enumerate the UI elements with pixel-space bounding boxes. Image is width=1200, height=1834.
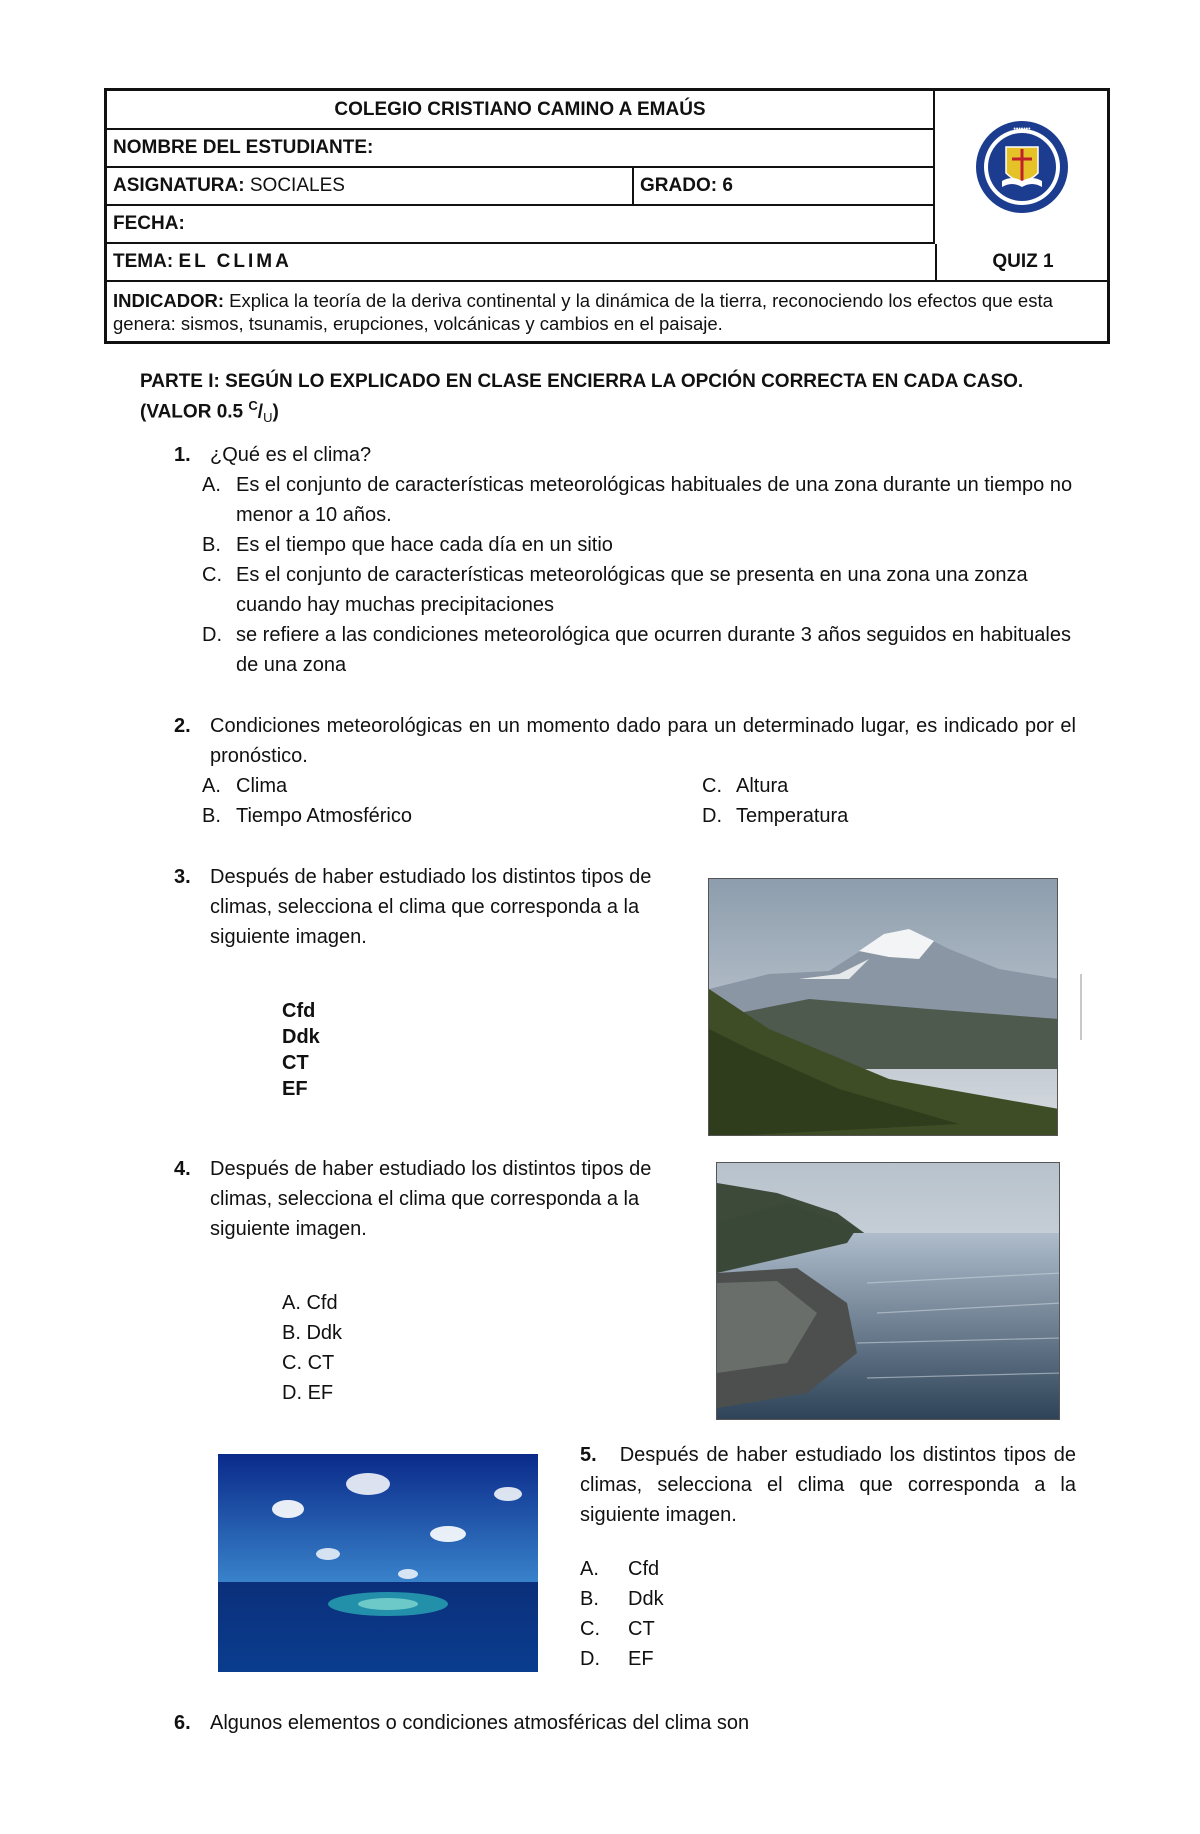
option-4a[interactable]: A. Cfd — [282, 1292, 338, 1314]
option-2b[interactable]: B. Tiempo Atmosférico — [202, 805, 412, 827]
school-seal-icon — [972, 117, 1072, 217]
option-2c[interactable]: C. Altura — [702, 775, 789, 797]
quiz-label: QUIZ 1 — [935, 244, 1109, 280]
option-3-cfd[interactable]: Cfd — [282, 1000, 316, 1022]
student-name-row — [107, 130, 935, 168]
question-4: 4. Después de haber estudiado los distintos tipos de climas, selecciona el clima que corresponda a la siguiente imagen. — [174, 1158, 652, 1240]
margin-mark — [1080, 974, 1082, 1040]
part1-title: PARTE I: SEGÚN LO EXPLICADO EN CLASE ENCIERRA LA OPCIÓN CORRECTA EN CADA CASO. (VALOR 0.5 $^C/_U$) — [140, 371, 1024, 426]
student-label: NOMBRE DEL ESTUDIANTE: — [113, 137, 374, 158]
option-1b[interactable]: B. Es el tiempo que hace cada día en un sitio — [202, 534, 613, 556]
ocean-sky-photo — [218, 1454, 538, 1672]
date-label: FECHA: — [113, 213, 185, 234]
option-3-ddk[interactable]: Ddk — [282, 1026, 320, 1048]
question-2: 2. Condiciones meteorológicas en un momento dado para un determinado lugar, es indicado por el pronóstico. — [174, 715, 1076, 767]
topic-value: EL CLIMA — [178, 251, 292, 272]
question-3-options — [282, 998, 320, 1102]
option-4d[interactable]: D. EF — [282, 1382, 334, 1404]
option-2a[interactable]: A. Clima — [202, 775, 288, 797]
grade-label: GRADO: — [640, 175, 718, 196]
question-6: 6. Algunos elementos o condiciones atmosféricas del clima son — [174, 1712, 750, 1734]
option-4c[interactable]: C. CT — [282, 1352, 335, 1374]
option-1a[interactable]: A. Es el conjunto de características meteorológicas habituales de una zona durante un tiempo no menor a 10 años. — [202, 474, 1073, 526]
school-logo — [937, 91, 1107, 242]
option-3-ct[interactable]: CT — [282, 1052, 309, 1074]
svg-text:•••••••: ••••••• — [1013, 125, 1031, 133]
lake-shore-photo — [716, 1162, 1060, 1420]
option-4b[interactable]: B. Ddk — [282, 1322, 343, 1344]
grade-cell — [632, 168, 733, 204]
option-1c[interactable]: C. Es el conjunto de características meteorológicas que se presenta en una zona una zonza cuando hay muchas precipitaciones — [202, 564, 1028, 616]
school-name: COLEGIO CRISTIANO CAMINO A EMAÚS — [107, 91, 935, 130]
question-5-options — [580, 1554, 664, 1674]
option-1d[interactable]: D. se refiere a las condiciones meteorológica que ocurren durante 3 años seguidos en habituales de una zona — [202, 624, 1071, 676]
option-5a[interactable]: A. Cfd — [580, 1558, 660, 1580]
topic-label: TEMA: — [113, 251, 174, 272]
option-3-ef[interactable]: EF — [282, 1078, 308, 1100]
indicator-label: INDICADOR: — [113, 290, 224, 311]
topic-row — [107, 244, 1107, 282]
subject-row — [107, 168, 935, 206]
question-1-options — [202, 470, 1082, 680]
question-5: 5. Después de haber estudiado los distintos tipos de climas, selecciona el clima que corresponda a la siguiente imagen. — [580, 1444, 1076, 1526]
indicator-text: Explica la teoría de la deriva continental y la dinámica de la tierra, reconociendo los efectos que esta genera: sismos, tsunamis, erupciones, volcánicas y cambios en el paisaje. — [113, 290, 1053, 334]
option-5b[interactable]: B. Ddk — [580, 1588, 664, 1610]
indicator-row — [107, 282, 1107, 341]
question-3: 3. Después de haber estudiado los distintos tipos de climas, selecciona el clima que corresponda a la siguiente imagen. — [174, 866, 652, 948]
question-1: 1. ¿Qué es el clima? — [174, 444, 372, 466]
option-5c[interactable]: C. CT — [580, 1618, 655, 1640]
header-table — [104, 88, 1110, 344]
mountain-landscape-photo — [708, 878, 1058, 1136]
option-5d[interactable]: D. EF — [580, 1648, 654, 1670]
subject-value: SOCIALES — [249, 175, 345, 196]
date-row — [107, 206, 935, 244]
option-2d[interactable]: D. Temperatura — [702, 805, 849, 827]
question-4-options — [282, 1288, 342, 1408]
subject-label: ASIGNATURA: — [113, 175, 245, 196]
grade-value: 6 — [722, 175, 733, 196]
